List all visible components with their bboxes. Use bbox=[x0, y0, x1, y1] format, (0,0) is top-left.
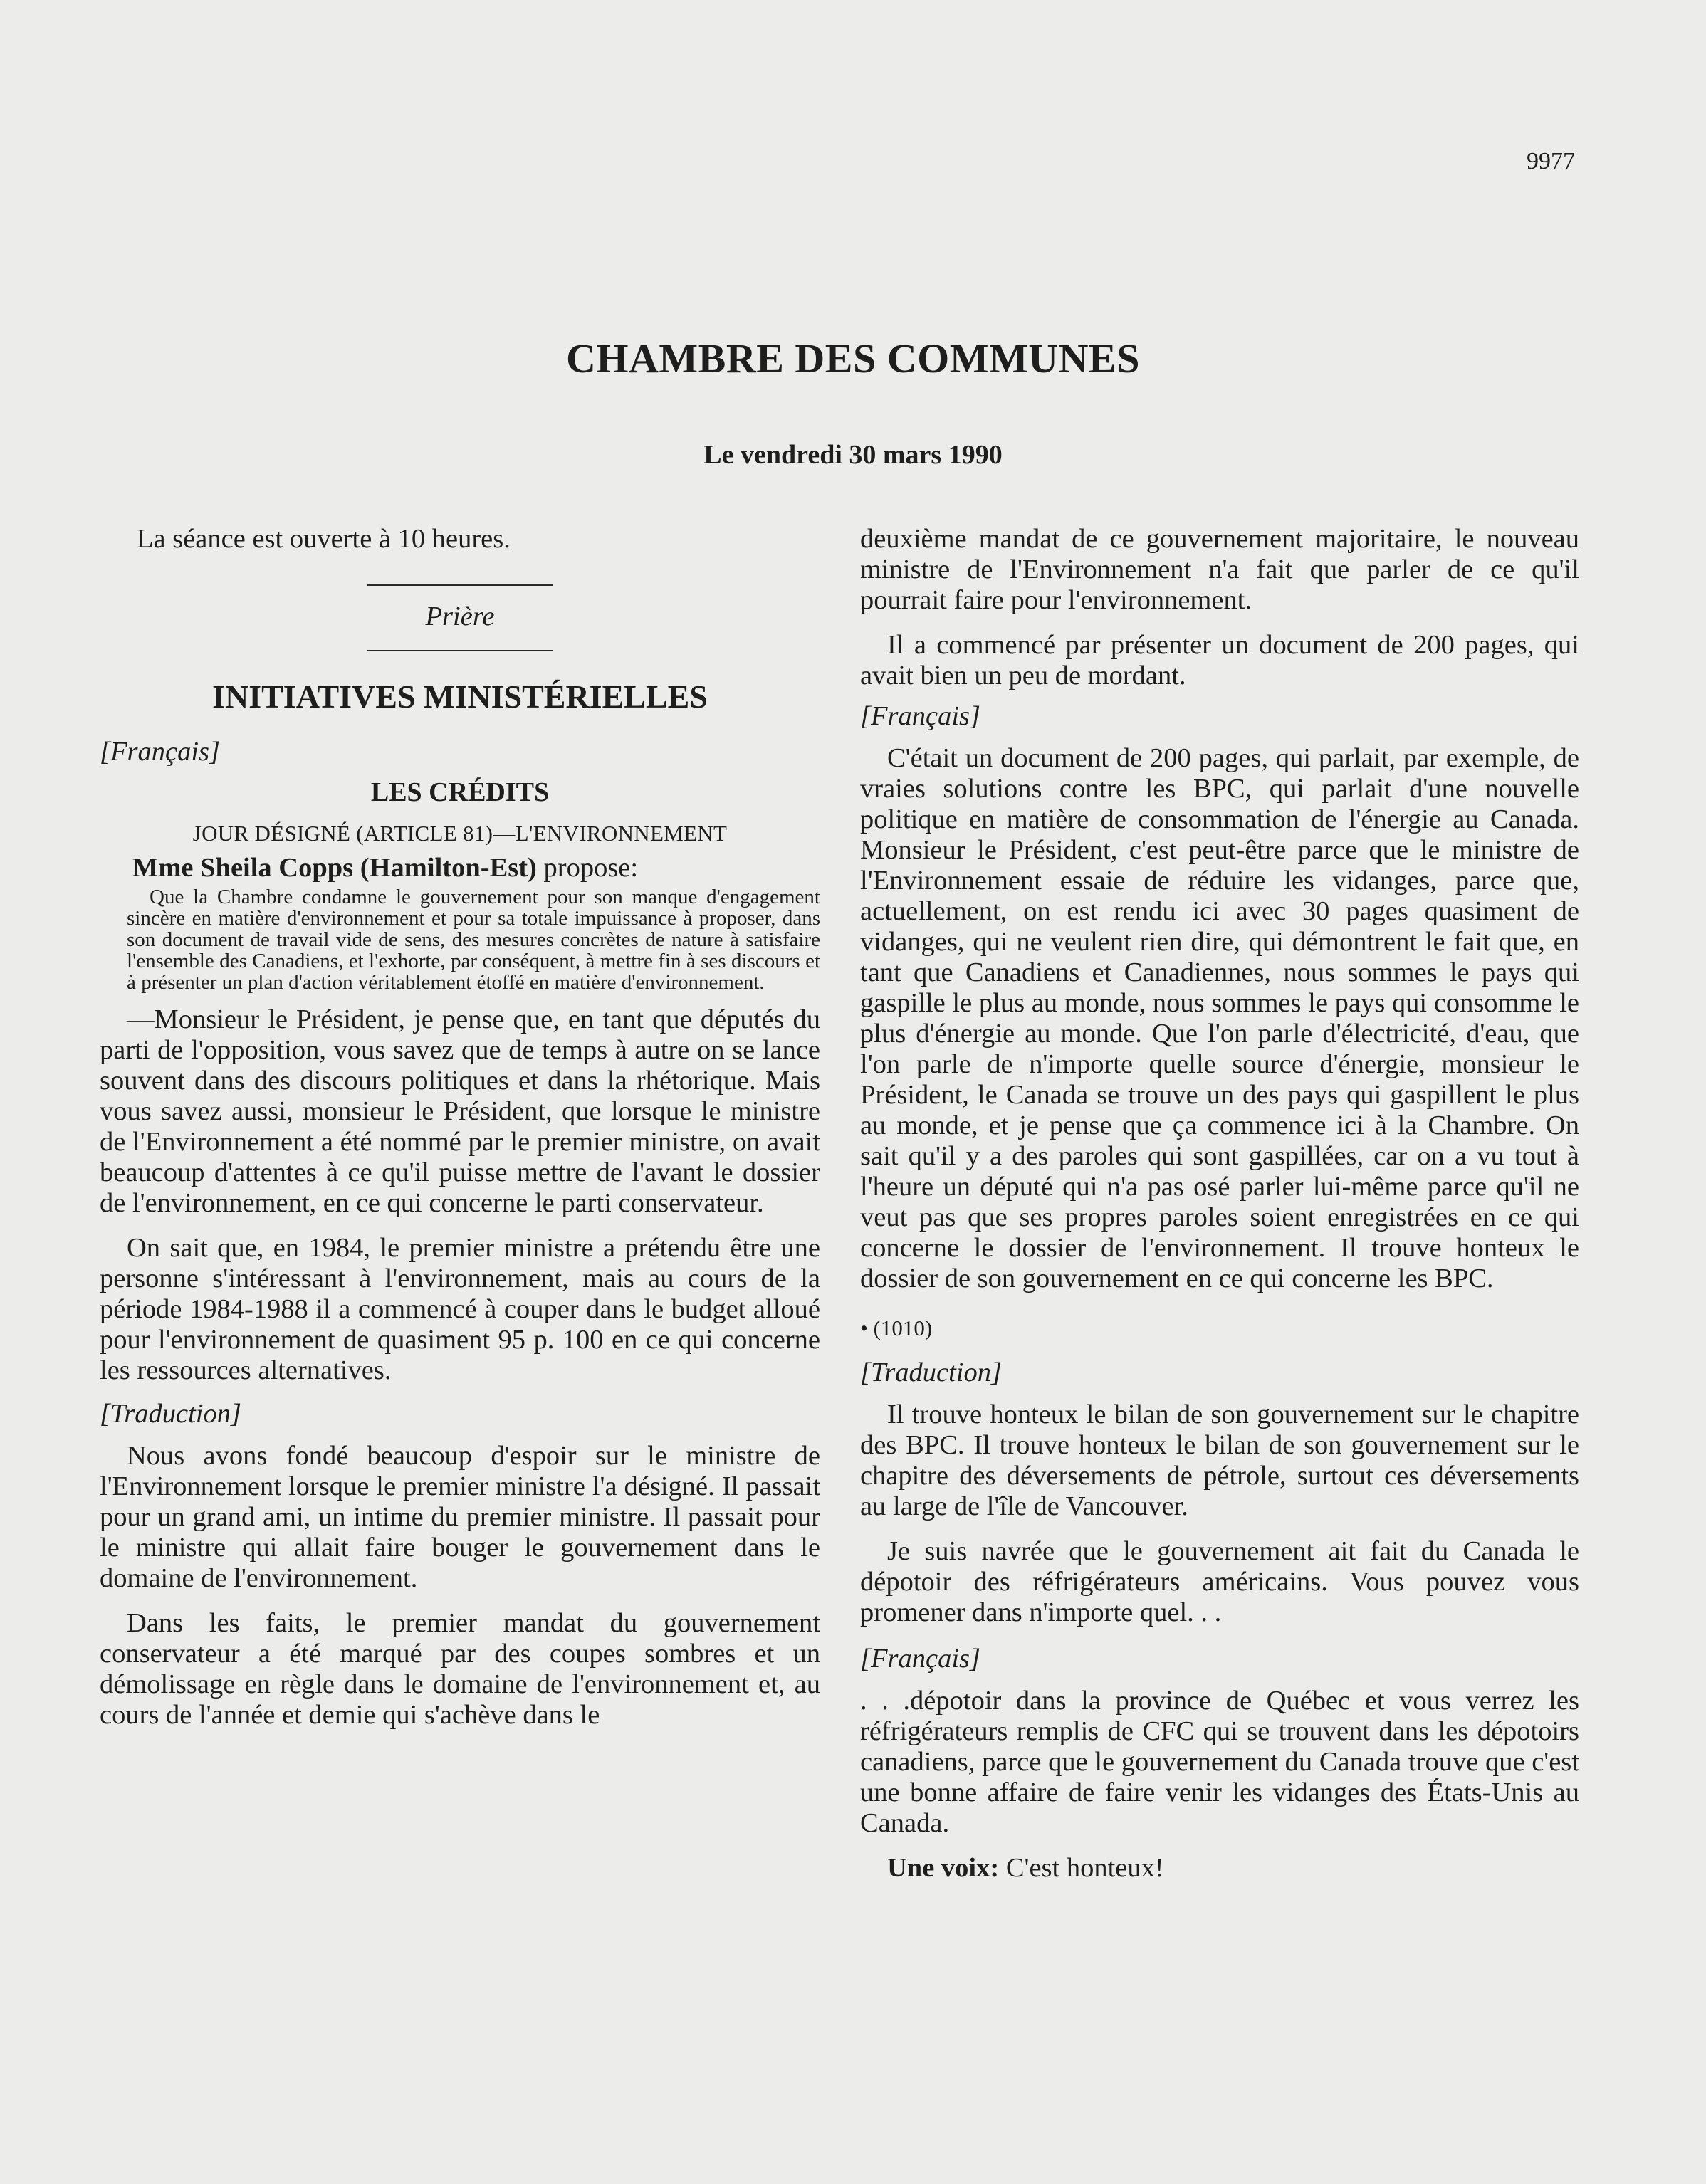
divider-rule bbox=[367, 650, 553, 651]
section-heading: INITIATIVES MINISTÉRIELLES bbox=[212, 678, 708, 715]
speech-paragraph: Dans les faits, le premier mandat du gouvernement conservateur a été marqué par des coupes sombres et un démolissage en règle dans le domaine de l'environnement et, au cours de l'année et demie qui s'achève dans le bbox=[100, 1608, 820, 1730]
speech-paragraph: Nous avons fondé beaucoup d'espoir sur le ministre de l'Environnement lorsque le premier ministre l'a désigné. Il passait pour un grand ami, un intime du premier ministre. Il passait pour le ministre qui allait faire bouger le gouvernement dans le domaine de l'environnement. bbox=[100, 1441, 820, 1593]
language-tag: [Français] bbox=[860, 1644, 980, 1674]
subheading-credits: LES CRÉDITS bbox=[370, 777, 550, 807]
sitting-opening: La séance est ouverte à 10 heures. bbox=[137, 524, 511, 554]
designated-day-heading: JOUR DÉSIGNÉ (ARTICLE 81)—L'ENVIRONNEMENT bbox=[192, 821, 728, 846]
voice-text: C'est honteux! bbox=[999, 1853, 1164, 1883]
voice-interjection bbox=[860, 1853, 1579, 1884]
sitting-date: Le vendredi 30 mars 1990 bbox=[703, 440, 1003, 470]
speech-paragraph: C'était un document de 200 pages, qui parlait, par exemple, de vraies solutions contre les BPC, qui parlait d'une nouvelle politique en matière de consommation de l'énergie au Canada. Monsieur le Président, c'est peut-être parce que le ministre de l'Environnement essaie de réduire les vidanges, parce que, actuellement, on est rendu ici avec 30 pages quasiment de vidanges, qui ne veulent rien dire, qui démontrent le fait que, en tant que Canadiens et Canadiennes, nous sommes le pays qui gaspille le plus au monde, nous sommes le pays qui consomme le plus d'énergie au monde. Que l'on parle d'électricité, d'eau, que l'on parle de n'importe quelle source d'énergie, monsieur le Président, le Canada se trouve un des pays qui gaspillent le plus au monde, et je pense que ça commence ici à la Chambre. On sait qu'il y a des paroles qui sont gaspillées, car on a vu tout à l'heure un député qui n'a pas osé parler lui-même parce qu'il ne veut pas que ses propres paroles soient enregistrées en ce qui concerne le dossier de l'environnement. Il trouve honteux le dossier de son gouvernement en ce qui concerne les BPC. bbox=[860, 743, 1579, 1293]
language-tag: [Traduction] bbox=[100, 1399, 241, 1429]
motion-intro bbox=[132, 853, 820, 883]
page-number: 9977 bbox=[1527, 148, 1575, 174]
timestamp: • (1010) bbox=[860, 1316, 933, 1340]
speech-paragraph: . . .dépotoir dans la province de Québec et vous verrez les réfrigérateurs remplis de CFC qui se trouvent dans les dépotoirs canadiens, parce que le gouvernement du Canada trouve que c'est une bonne affaire de faire venir les vidanges des États-Unis au Canada. bbox=[860, 1686, 1579, 1838]
speech-paragraph: On sait que, en 1984, le premier ministre a prétendu être une personne s'intéressant à l'environnement, mais au cours de la période 1984-1988 il a commencé à couper dans le budget alloué pour l'environnement de quasiment 95 p. 100 en ce qui concerne les ressources alternatives. bbox=[100, 1233, 820, 1385]
left-column bbox=[100, 524, 820, 1731]
language-tag: [Traduction] bbox=[860, 1358, 1002, 1387]
voice-speaker: Une voix: bbox=[887, 1853, 1000, 1883]
right-column bbox=[860, 524, 1579, 1884]
speaker-verb: propose: bbox=[536, 853, 639, 883]
page-title: CHAMBRE DES COMMUNES bbox=[566, 335, 1140, 382]
prayer-label: Prière bbox=[425, 602, 495, 631]
language-tag: [Français] bbox=[860, 701, 980, 731]
speech-paragraph: Il trouve honteux le bilan de son gouvernement sur le chapitre des BPC. Il trouve honteux le bilan de son gouvernement sur le chapitre des déversements de pétrole, surtout ces déversements au large de l'île de Vancouver. bbox=[860, 1400, 1579, 1521]
divider-rule bbox=[367, 584, 553, 586]
speech-paragraph: deuxième mandat de ce gouvernement majoritaire, le nouveau ministre de l'Environnement n'a fait que parler de ce qu'il pourrait faire pour l'environnement. bbox=[860, 524, 1579, 615]
speech-paragraph: Il a commencé par présenter un document de 200 pages, qui avait bien un peu de mordant. bbox=[860, 630, 1579, 691]
speaker-name: Mme Sheila Copps (Hamilton-Est) bbox=[132, 853, 537, 883]
speech-paragraph: Je suis navrée que le gouvernement ait fait du Canada le dépotoir des réfrigérateurs américains. Vous pouvez vous promener dans n'importe quel. . . bbox=[860, 1536, 1579, 1627]
speech-paragraph: —Monsieur le Président, je pense que, en tant que députés du parti de l'opposition, vous savez que de temps à autre on se lance souvent dans des discours politiques et dans la rhétorique. Mais vous savez aussi, monsieur le Président, que lorsque le ministre de l'Environnement a été nommé par le premier ministre, on avait beaucoup d'attentes à ce qu'il puisse mettre de l'avant le dossier de l'environnement, en ce qui concerne le parti conservateur. bbox=[100, 1004, 820, 1218]
language-tag: [Français] bbox=[100, 737, 220, 767]
motion-text: Que la Chambre condamne le gouvernement pour son manque d'engagement sincère en matière d'environnement et pour sa totale impuissance à proposer, dans son document de travail vide de sens, des mesures concrètes de nature à satisfaire l'ensemble des Canadiens, et l'exhorte, par conséquent, à mettre fin à ses discours et à présenter un plan d'action véritablement étoffé en matière d'environnement. bbox=[127, 886, 820, 994]
